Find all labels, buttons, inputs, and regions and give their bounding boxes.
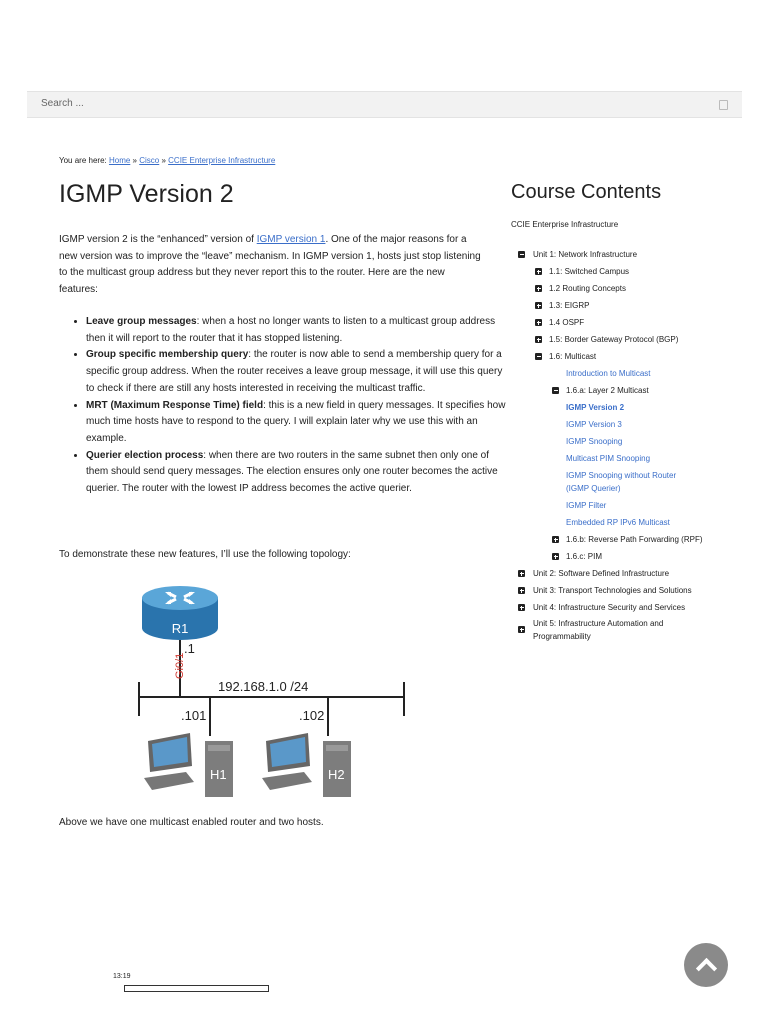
toc-link-multicast-pim-snooping[interactable]: Multicast PIM Snooping	[566, 454, 651, 463]
toc-item-layer2-multicast[interactable]: 1.6.a: Layer 2 Multicast	[566, 386, 649, 395]
toc-link-igmp-version-3[interactable]: IGMP Version 3	[566, 420, 622, 429]
toc-link-igmp-version-2[interactable]: IGMP Version 2	[566, 403, 625, 412]
expand-icon[interactable]	[518, 570, 525, 577]
breadcrumb-separator: »	[130, 156, 140, 165]
router-label: R1	[171, 621, 189, 636]
breadcrumb-prefix: You are here:	[59, 156, 109, 165]
subnet-label: 192.168.1.0 /24	[218, 679, 309, 694]
toc-link-introduction-to-multicast[interactable]: Introduction to Multicast	[566, 369, 651, 378]
toc-unit-4[interactable]: Unit 4: Infrastructure Security and Services	[533, 603, 686, 612]
breadcrumb-cisco-link[interactable]: Cisco	[139, 156, 160, 165]
toc-item-ospf[interactable]: 1.4 OSPF	[549, 318, 585, 327]
collapse-icon[interactable]	[552, 387, 559, 394]
sidebar-title: Course Contents	[511, 181, 662, 203]
intro-text-rest: . One of the major reasons for a new version was to improve the “leave” mechanism. In IGMP version 1, hosts just stop listening to the multicast group address but they never report this to the router. Here are the new features:	[59, 234, 481, 296]
toc-link-igmp-snooping[interactable]: IGMP Snooping	[566, 437, 623, 446]
intro-paragraph	[59, 232, 484, 299]
collapse-icon[interactable]	[535, 353, 542, 360]
toc-item-eigrp[interactable]: 1.3: EIGRP	[549, 301, 590, 310]
list-item	[86, 347, 511, 397]
feature-desc: : the router is now able to send a membership query for a specific group address. When the router receives a leave group message, it will use this query to check if there are still any hosts interested in receiving the multicast traffic.	[86, 349, 503, 394]
toc-link-embedded-rp[interactable]: Embedded RP IPv6 Multicast	[566, 518, 670, 527]
toc-link-igmp-querier[interactable]: (IGMP Querier)	[566, 484, 621, 493]
feature-term: Group specific membership query	[86, 349, 249, 361]
expand-icon[interactable]	[535, 285, 542, 292]
feature-list	[59, 314, 511, 498]
expand-icon[interactable]	[552, 553, 559, 560]
interface-label: Gi0/1	[174, 652, 186, 679]
toc-link-igmp-filter[interactable]: IGMP Filter	[566, 501, 607, 510]
feature-term: Querier election process	[86, 449, 204, 461]
toc-unit-2[interactable]: Unit 2: Software Defined Infrastructure	[533, 569, 670, 578]
topology-intro: To demonstrate these new features, I’ll use the following topology:	[59, 549, 351, 560]
h1-computer-icon	[144, 733, 233, 797]
breadcrumb-home-link[interactable]: Home	[108, 156, 131, 165]
router-ip-label: .1	[184, 641, 195, 656]
toc-unit-3[interactable]: Unit 3: Transport Technologies and Solutions	[533, 586, 692, 595]
breadcrumb	[59, 156, 275, 165]
toc-unit-5-cont[interactable]: Programmability	[533, 632, 591, 641]
h1-label: H1	[210, 767, 227, 782]
feature-term: Leave group messages	[86, 316, 197, 327]
scroll-to-top-button[interactable]	[684, 943, 728, 987]
expand-icon[interactable]	[535, 319, 542, 326]
toc-item-bgp[interactable]: 1.5: Border Gateway Protocol (BGP)	[549, 335, 679, 344]
intro-text: IGMP version 2 is the “enhanced” version of	[59, 234, 257, 245]
feature-term: MRT (Maximum Response Time) field	[86, 399, 264, 411]
h2-label: H2	[328, 767, 345, 782]
expand-icon[interactable]	[518, 604, 525, 611]
closing-paragraph: Above we have one multicast enabled router and two hosts.	[59, 817, 324, 828]
h2-computer-icon	[262, 733, 351, 797]
expand-icon[interactable]	[535, 268, 542, 275]
toc-item-pim[interactable]: 1.6.c: PIM	[566, 552, 603, 561]
h2-ip-label: .102	[299, 708, 325, 723]
timer-label: 13:19	[113, 973, 131, 980]
toc-item-switched-campus[interactable]: 1.1: Switched Campus	[549, 267, 630, 276]
toc-item-routing-concepts[interactable]: 1.2 Routing Concepts	[549, 284, 626, 293]
list-item	[86, 314, 511, 347]
expand-icon[interactable]	[552, 536, 559, 543]
feature-desc: : when a host no longer wants to listen to a multicast group address then it will report to the router that it has stopped listening.	[86, 316, 496, 344]
expand-icon[interactable]	[535, 336, 542, 343]
topology-diagram	[130, 578, 415, 803]
feature-desc: : this is a new field in query messages. It specifies how much time hosts have to respond to the query. I will explain later why we use this with an example.	[86, 399, 506, 444]
igmp-v1-link[interactable]: IGMP version 1	[256, 234, 326, 245]
list-item	[86, 448, 511, 498]
breadcrumb-separator: »	[159, 156, 169, 165]
search-icon[interactable]	[719, 100, 728, 110]
toc-unit-5[interactable]: Unit 5: Infrastructure Automation and	[533, 619, 664, 628]
h1-ip-label: .101	[181, 708, 207, 723]
feature-desc: : when there are two routers in the same subnet then only one of them should send query messages. The election ensures only one router becomes the active querier. The router with the lowest IP address becomes the active querier.	[86, 449, 498, 495]
toc-item-multicast[interactable]: 1.6: Multicast	[549, 352, 597, 361]
list-item	[86, 398, 511, 448]
sidebar-course-name: CCIE Enterprise Infrastructure	[511, 220, 619, 229]
search-bar[interactable]	[27, 91, 742, 118]
expand-icon[interactable]	[518, 587, 525, 594]
page-title: IGMP Version 2	[59, 180, 234, 208]
search-input[interactable]: Search ...	[41, 98, 84, 109]
toc-link-igmp-snooping-without-router[interactable]: IGMP Snooping without Router	[566, 471, 677, 480]
toc-item-rpf[interactable]: 1.6.b: Reverse Path Forwarding (RPF)	[566, 535, 703, 544]
collapse-icon[interactable]	[518, 251, 525, 258]
toc-unit-1[interactable]: Unit 1: Network Infrastructure	[533, 250, 638, 259]
breadcrumb-section-link[interactable]: CCIE Enterprise Infrastructure	[168, 156, 276, 165]
expand-icon[interactable]	[518, 626, 525, 633]
expand-icon[interactable]	[535, 302, 542, 309]
timer-progress-bar	[124, 985, 269, 992]
